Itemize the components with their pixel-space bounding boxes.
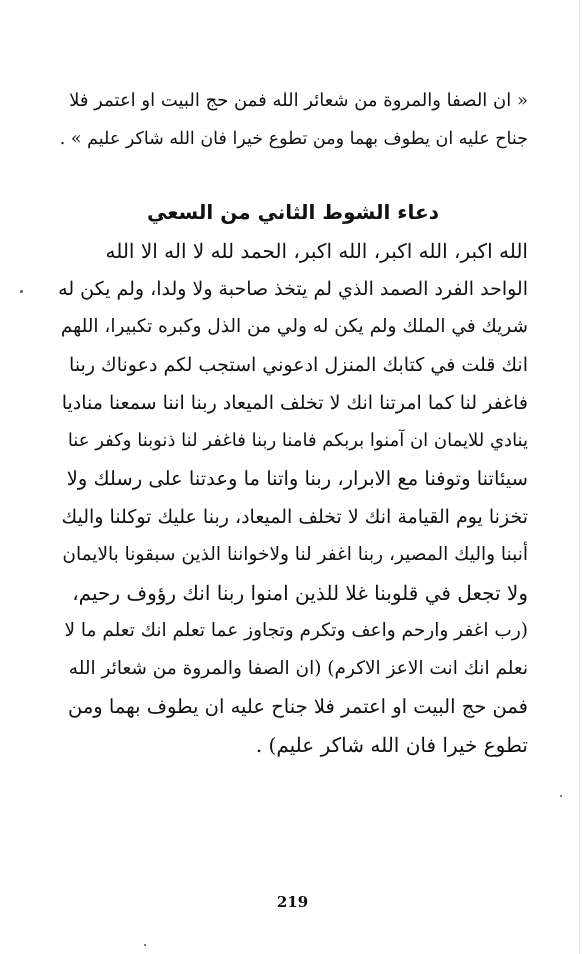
prayer-line: ينادي للايمان ان آمنوا بربكم فامنا ربنا فاغفر لنا ذنوبنا وكفر عنا	[67, 430, 528, 451]
prayer-line: (رب اغفر وارحم واعف وتكرم وتجاوز عما تعلم انك تعلم ما لا	[64, 620, 528, 641]
prayer-line: تخزنا يوم القيامة انك لا تخلف الميعاد، ربنا عليك توكلنا واليك	[61, 506, 528, 528]
prayer-line: الواحد الفرد الصمد الذي لم يتخذ صاحبة ولا ولدا، ولم يكن له	[58, 278, 528, 300]
prayer-line: سيئاتنا وتوفنا مع الابرار، ربنا واتنا ما وعدتنا على رسلك ولا	[66, 467, 528, 490]
scan-speck	[144, 944, 146, 946]
section-heading: دعاء الشوط الثاني من السعي	[147, 200, 439, 224]
intro-line: « ان الصفا والمروة من شعائر الله فمن حج البيت او اعتمر فلا	[69, 90, 528, 111]
scan-speck	[560, 795, 562, 797]
prayer-line: فمن حج البيت او اعتمر فلا جناح عليه ان يطوف بهما ومن	[68, 695, 528, 718]
scan-speck	[20, 290, 23, 293]
prayer-text	[58, 232, 528, 764]
intro-verse	[58, 82, 528, 158]
page-edge	[579, 0, 580, 954]
page-number: 219	[276, 893, 309, 911]
prayer-line: أنبنا واليك المصير، ربنا اغفر لنا ولاخواننا الذين سبقونا بالايمان	[62, 544, 528, 565]
prayer-line: انك قلت في كتابك المنزل ادعوني استجب لكم دعوناك ربنا	[69, 354, 528, 376]
intro-line: جناح عليه ان يطوف بهما ومن تطوع خيرا فان الله شاكر عليم » .	[59, 129, 528, 149]
prayer-line: ولا تجعل في قلوبنا غلا للذين امنوا ربنا انك رؤوف رحيم،	[72, 581, 528, 605]
prayer-line: شريك في الملك ولم يكن له ولي من الذل وكبره تكبيرا، اللهم	[60, 316, 528, 337]
prayer-line: الله اكبر، الله اكبر، الله اكبر، الحمد لله لا اله الا الله	[105, 239, 528, 263]
prayer-line: فاغفر لنا كما امرتنا انك لا تخلف الميعاد ربنا اننا سمعنا مناديا	[61, 392, 528, 414]
prayer-line: تطوع خيرا فان الله شاكر عليم) .	[255, 733, 528, 757]
prayer-line: نعلم انك انت الاعز الاكرم) (ان الصفا والمروة من شعائر الله	[68, 658, 528, 679]
